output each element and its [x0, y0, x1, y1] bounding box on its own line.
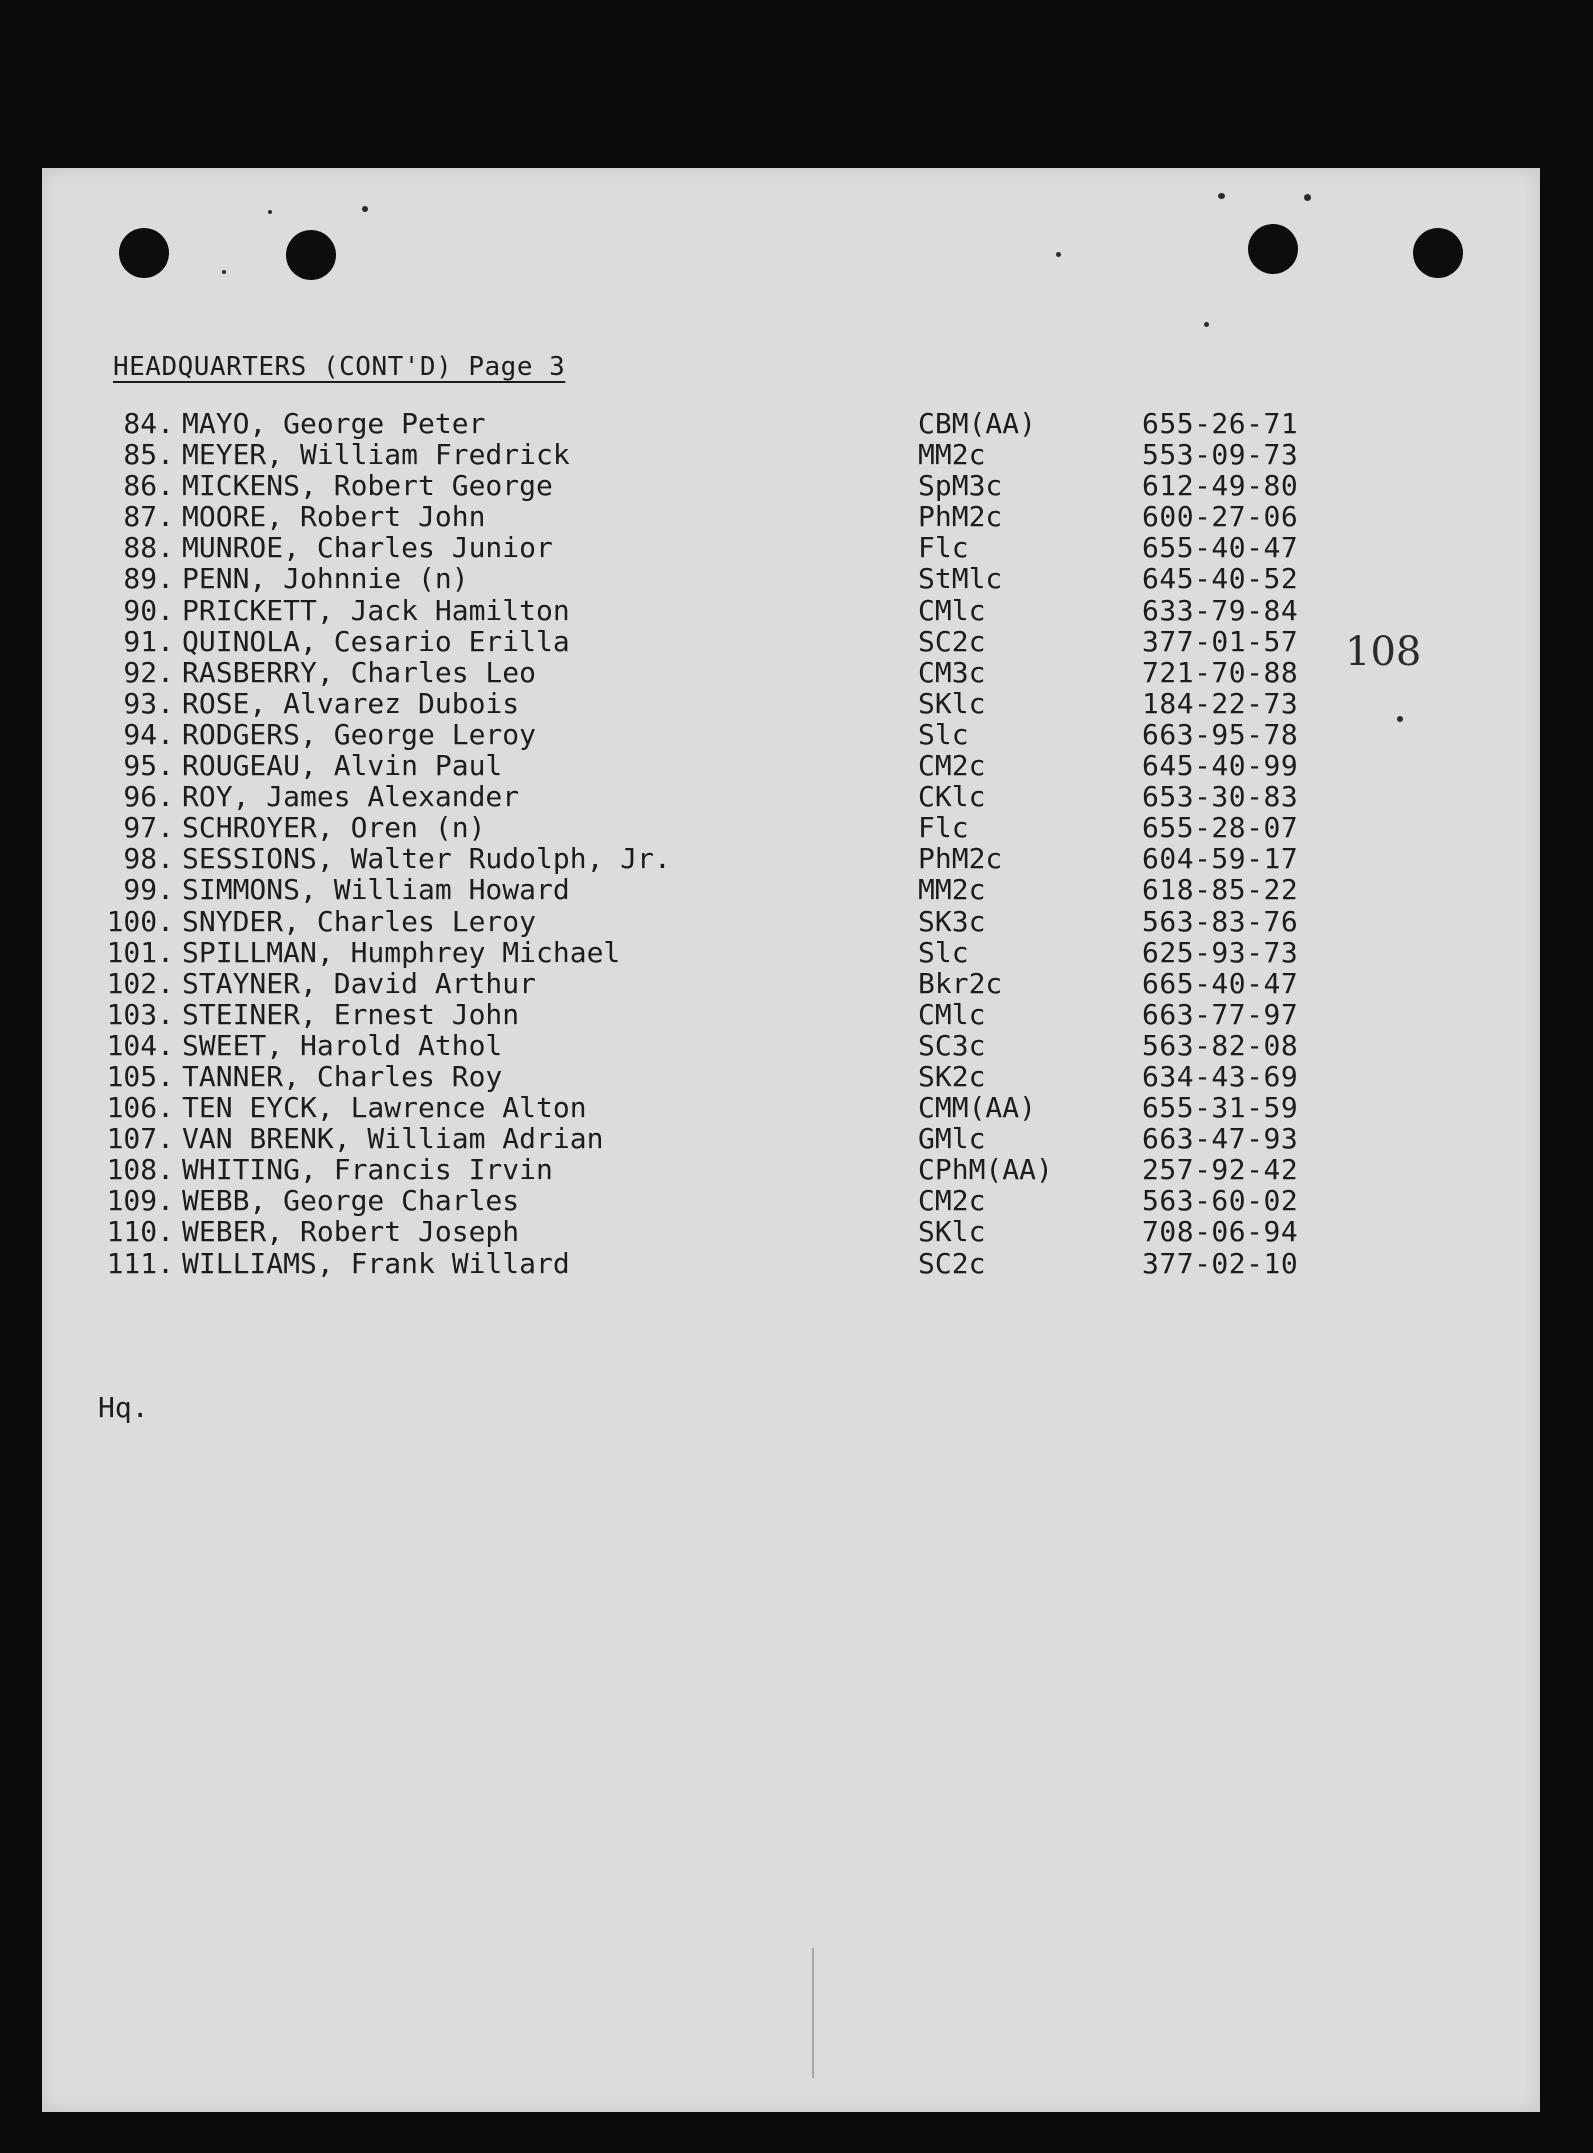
service-number: 721-70-88 — [1142, 655, 1299, 689]
document-heading: HEADQUARTERS (CONT'D) Page 3 — [113, 352, 566, 382]
sailor-name: VAN BRENK, William Adrian — [182, 1122, 604, 1156]
paper-speck — [268, 210, 272, 214]
roster-number: 106. — [106, 1091, 174, 1125]
roster-number: 103. — [106, 997, 174, 1031]
sailor-name: ROSE, Alvarez Dubois — [182, 686, 520, 720]
paper-speck — [362, 206, 368, 212]
sailor-name: MOORE, Robert John — [182, 500, 486, 534]
sailor-name: WILLIAMS, Frank Willard — [182, 1246, 570, 1280]
sailor-name: WEBER, Robert Joseph — [182, 1215, 520, 1249]
roster-row — [90, 439, 1330, 470]
roster-number: 97. — [123, 811, 174, 845]
service-number: 663-95-78 — [1142, 717, 1299, 751]
sailor-name: ROY, James Alexander — [182, 780, 520, 814]
punch-hole — [119, 228, 169, 278]
service-number: 625-93-73 — [1142, 935, 1299, 969]
sailor-name: TEN EYCK, Lawrence Alton — [182, 1091, 587, 1125]
roster-number: 101. — [106, 935, 174, 969]
sailor-name: ROUGEAU, Alvin Paul — [182, 749, 503, 783]
sailor-name: MEYER, William Fredrick — [182, 438, 570, 472]
rating: SK3c — [918, 904, 986, 938]
roster-number: 89. — [123, 562, 174, 596]
roster-number: 109. — [106, 1184, 174, 1218]
service-number: 663-47-93 — [1142, 1122, 1299, 1156]
roster-row — [90, 595, 1330, 626]
service-number: 563-60-02 — [1142, 1184, 1299, 1218]
roster-row — [90, 750, 1330, 781]
sailor-name: PENN, Johnnie (n) — [182, 562, 469, 596]
sailor-name: MAYO, George Peter — [182, 407, 486, 440]
document-page — [42, 168, 1540, 2112]
service-number: 612-49-80 — [1142, 469, 1299, 503]
roster-row — [90, 563, 1330, 594]
rating: PhM2c — [918, 842, 1003, 876]
paper-speck — [1056, 252, 1061, 257]
roster-row — [90, 532, 1330, 563]
rating: PhM2c — [918, 500, 1003, 534]
service-number: 663-77-97 — [1142, 997, 1299, 1031]
rating: CKlc — [918, 780, 986, 814]
sailor-name: SWEET, Harold Athol — [182, 1028, 503, 1062]
fold-mark — [812, 1948, 814, 2078]
punch-hole — [286, 230, 336, 280]
rating: CPhM(AA) — [918, 1153, 1053, 1187]
roster-number: 94. — [123, 717, 174, 751]
service-number: 377-02-10 — [1142, 1246, 1299, 1280]
sailor-name: SCHROYER, Oren (n) — [182, 811, 486, 845]
rating: Flc — [918, 811, 969, 845]
roster-row — [90, 1216, 1330, 1247]
roster-row — [90, 1030, 1330, 1061]
rating: CM2c — [918, 1184, 986, 1218]
roster-number: 86. — [123, 469, 174, 503]
roster-row — [90, 937, 1330, 968]
rating: StMlc — [918, 562, 1003, 596]
service-number: 645-40-99 — [1142, 749, 1299, 783]
sailor-name: SNYDER, Charles Leroy — [182, 904, 537, 938]
service-number: 655-40-47 — [1142, 531, 1299, 565]
punch-hole — [1248, 224, 1298, 274]
roster-number: 91. — [123, 624, 174, 658]
rating: Slc — [918, 717, 969, 751]
roster-number: 87. — [123, 500, 174, 534]
roster-number: 105. — [106, 1059, 174, 1093]
service-number: 257-92-42 — [1142, 1153, 1299, 1187]
service-number: 665-40-47 — [1142, 966, 1299, 1000]
sailor-name: STAYNER, David Arthur — [182, 966, 537, 1000]
roster-row — [90, 1123, 1330, 1154]
paper-speck — [1397, 716, 1403, 722]
rating: CBM(AA) — [918, 407, 1037, 440]
roster-number: 93. — [123, 686, 174, 720]
roster-row — [90, 1248, 1330, 1279]
sailor-name: MUNROE, Charles Junior — [182, 531, 553, 565]
service-number: 655-26-71 — [1142, 407, 1299, 440]
roster-number: 90. — [123, 593, 174, 627]
roster-number: 110. — [106, 1215, 174, 1249]
rating: Slc — [918, 935, 969, 969]
roster-number: 95. — [123, 749, 174, 783]
paper-speck — [1218, 193, 1225, 199]
rating: Bkr2c — [918, 966, 1003, 1000]
roster-row — [90, 688, 1330, 719]
service-number: 618-85-22 — [1142, 873, 1299, 907]
roster-number: 100. — [106, 904, 174, 938]
roster-row — [90, 501, 1330, 532]
punch-hole — [1413, 228, 1463, 278]
service-number: 553-09-73 — [1142, 438, 1299, 472]
rating: CM2c — [918, 749, 986, 783]
service-number: 377-01-57 — [1142, 624, 1299, 658]
roster-number: 108. — [106, 1153, 174, 1187]
roster-row — [90, 1061, 1330, 1092]
roster-row — [90, 812, 1330, 843]
sailor-name: TANNER, Charles Roy — [182, 1059, 503, 1093]
rating: SK2c — [918, 1059, 986, 1093]
roster-row — [90, 906, 1330, 937]
paper-speck — [222, 270, 226, 274]
service-number: 634-43-69 — [1142, 1059, 1299, 1093]
roster-row — [90, 843, 1330, 874]
paper-speck — [1304, 194, 1311, 201]
roster-number: 99. — [123, 873, 174, 907]
rating: CM3c — [918, 655, 986, 689]
roster-number: 104. — [106, 1028, 174, 1062]
sailor-name: SIMMONS, William Howard — [182, 873, 570, 907]
roster-row — [90, 781, 1330, 812]
roster-row — [90, 1092, 1330, 1123]
rating: SKlc — [918, 686, 986, 720]
roster-row — [90, 408, 1330, 439]
rating: CMM(AA) — [918, 1091, 1037, 1125]
roster-row — [90, 874, 1330, 905]
service-number: 600-27-06 — [1142, 500, 1299, 534]
roster-row — [90, 470, 1330, 501]
sailor-name: RODGERS, George Leroy — [182, 717, 537, 751]
rating: SC2c — [918, 1246, 986, 1280]
rating: SC3c — [918, 1028, 986, 1062]
sailor-name: SPILLMAN, Humphrey Michael — [182, 935, 621, 969]
rating: SC2c — [918, 624, 986, 658]
sailor-name: WEBB, George Charles — [182, 1184, 520, 1218]
roster-number: 98. — [123, 842, 174, 876]
roster-number: 111. — [106, 1246, 174, 1280]
roster-number: 102. — [106, 966, 174, 1000]
rating: MM2c — [918, 438, 986, 472]
service-number: 604-59-17 — [1142, 842, 1299, 876]
sailor-name: QUINOLA, Cesario Erilla — [182, 624, 570, 658]
rating: CMlc — [918, 593, 986, 627]
roster-list — [90, 408, 1330, 1279]
rating: SpM3c — [918, 469, 1003, 503]
roster-row — [90, 999, 1330, 1030]
rating: Flc — [918, 531, 969, 565]
sailor-name: STEINER, Ernest John — [182, 997, 520, 1031]
rating: CMlc — [918, 997, 986, 1031]
roster-row — [90, 626, 1330, 657]
roster-row — [90, 719, 1330, 750]
footer-note: Hq. — [98, 1391, 149, 1424]
sailor-name: RASBERRY, Charles Leo — [182, 655, 537, 689]
roster-number: 85. — [123, 438, 174, 472]
roster-number: 92. — [123, 655, 174, 689]
paper-speck — [1204, 322, 1209, 327]
service-number: 563-82-08 — [1142, 1028, 1299, 1062]
service-number: 563-83-76 — [1142, 904, 1299, 938]
roster-row — [90, 968, 1330, 999]
service-number: 655-28-07 — [1142, 811, 1299, 845]
roster-row — [90, 1154, 1330, 1185]
service-number: 653-30-83 — [1142, 780, 1299, 814]
rating: SKlc — [918, 1215, 986, 1249]
sailor-name: PRICKETT, Jack Hamilton — [182, 593, 570, 627]
sailor-name: WHITING, Francis Irvin — [182, 1153, 553, 1187]
service-number: 184-22-73 — [1142, 686, 1299, 720]
roster-number: 107. — [106, 1122, 174, 1156]
roster-row — [90, 657, 1330, 688]
service-number: 655-31-59 — [1142, 1091, 1299, 1125]
sailor-name: SESSIONS, Walter Rudolph, Jr. — [182, 842, 671, 876]
service-number: 708-06-94 — [1142, 1215, 1299, 1249]
service-number: 645-40-52 — [1142, 562, 1299, 596]
rating: GMlc — [918, 1122, 986, 1156]
roster-number: 84. — [123, 407, 174, 440]
roster-number: 96. — [123, 780, 174, 814]
roster-row — [90, 1185, 1330, 1216]
service-number: 633-79-84 — [1142, 593, 1299, 627]
rating: MM2c — [918, 873, 986, 907]
page-number: 108 — [1345, 629, 1422, 675]
roster-number: 88. — [123, 531, 174, 565]
sailor-name: MICKENS, Robert George — [182, 469, 553, 503]
